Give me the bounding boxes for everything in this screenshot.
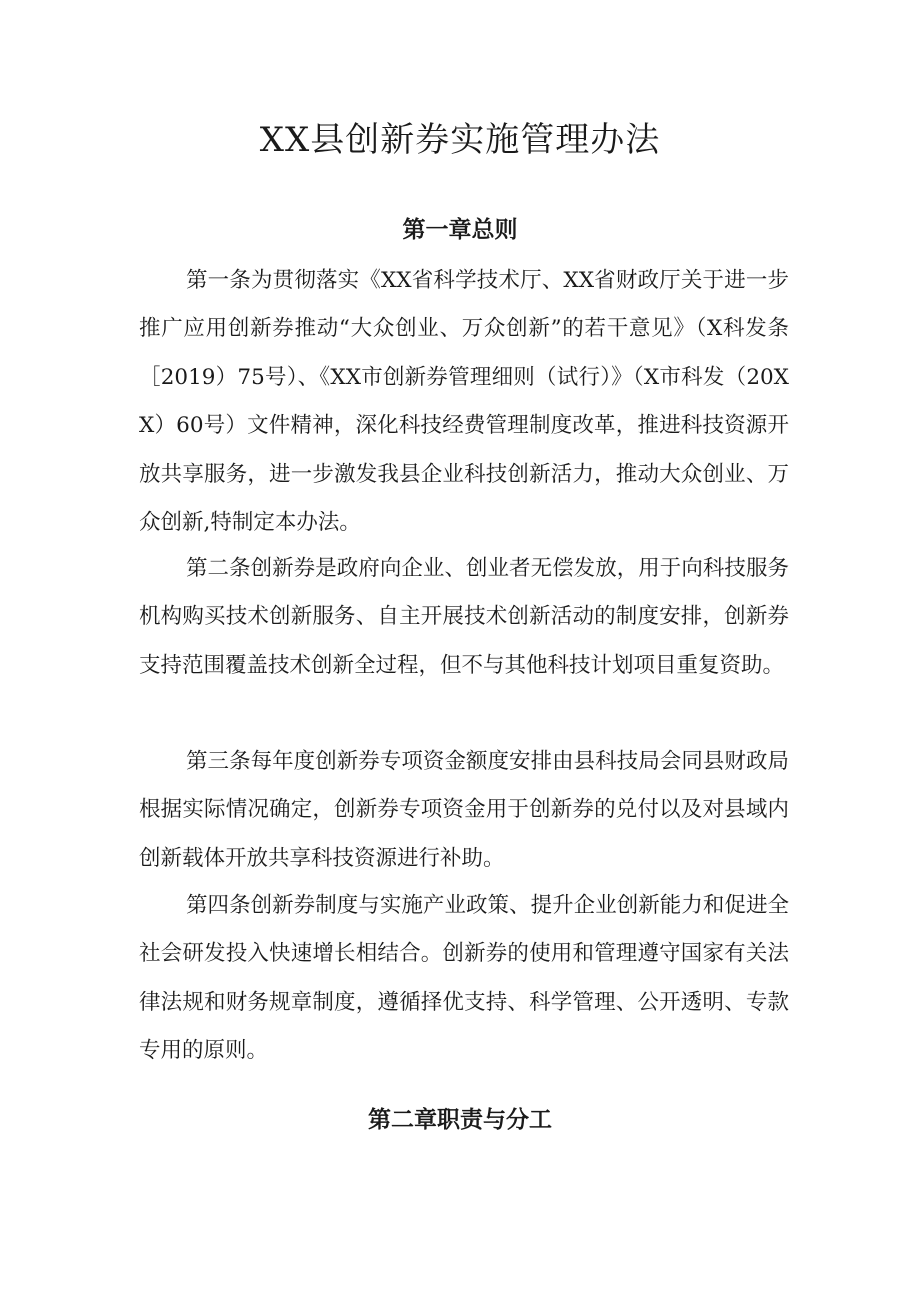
chapter-1-heading: 第一章总则 <box>402 217 518 243</box>
article-4: 第四条创新券制度与实施产业政策、提升企业创新能力和促进全社会研发投入快速增长相结合。创新券的使用和管理遵守国家有关法律法规和财务规章制度，遵循择优支持、科学管理、公开透明、专款专用的原则。 <box>139 893 789 1064</box>
chapter-2-heading: 第二章职责与分工 <box>368 1107 552 1133</box>
document-title: XX县创新券实施管理办法 <box>259 120 661 160</box>
article-2: 第二条创新券是政府向企业、创业者无偿发放，用于向科技服务机构购买技术创新服务、自主开展技术创新活动的制度安排，创新券支持范围覆盖技术创新全过程，但不与其他科技计划项目重复资助。 <box>139 556 789 678</box>
article-1: 第一条为贯彻落实《XX省科学技术厅、XX省财政厅关于进一步推广应用创新券推动“大众创业、万众创新”的若干意见》（X科发条［2019）75号）、《XX市创新券管理细则（试行）》（X市科发（20XX）60号）文件精神，深化科技经费管理制度改革，推进科技资源开放共享服务，进一步激发我县企业科技创新活力，推动大众创业、万众创新,特制定本办法。 <box>139 268 789 536</box>
article-3: 第三条每年度创新券专项资金额度安排由县科技局会同县财政局根据实际情况确定，创新券专项资金用于创新券的兑付以及对县域内创新载体开放共享科技资源进行补助。 <box>139 749 789 871</box>
